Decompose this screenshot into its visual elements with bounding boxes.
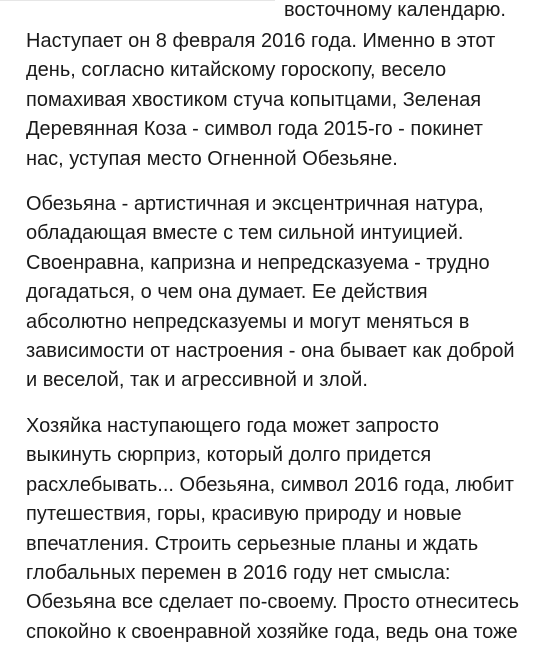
- top-divider: [0, 0, 275, 1]
- paragraph-line: Деревянная Коза - символ года 2015-го - покинет: [26, 118, 483, 141]
- paragraph-line: нас, уступая место Огненной Обезьяне.: [26, 147, 398, 170]
- paragraph-line: обладающая вместе с тем сильной интуицией.: [26, 222, 464, 245]
- paragraph-line: день, согласно китайскому гороскопу, весело: [26, 59, 447, 82]
- previous-paragraph-tail: восточному календарю.: [284, 0, 506, 21]
- paragraph-line: Своенравна, капризна и непредсказуема - трудно: [26, 251, 490, 274]
- paragraph-line: Обезьяна все сделает по-своему. Просто отнеситесь: [26, 591, 520, 614]
- paragraph-3: [26, 412, 556, 647]
- paragraph-line: зависимости от настроения - она бывает как доброй: [26, 340, 515, 363]
- paragraph-line: догадаться, о чем она думает. Ее действия: [26, 281, 428, 304]
- paragraph-line: впечатления. Строить серьезные планы и ждать: [26, 532, 479, 555]
- paragraph-line: Хозяйка наступающего года может запросто: [26, 414, 439, 437]
- paragraph-line: спокойно к своенравной хозяйке года, ведь она тоже: [26, 620, 518, 643]
- paragraph-line: и веселой, так и агрессивной и злой.: [26, 369, 368, 392]
- paragraph-line: расхлебывать... Обезьяна, символ 2016 года, любит: [26, 473, 514, 496]
- paragraph-line: помахивая хвостиком стуча копытцами, Зеленая: [26, 88, 482, 111]
- paragraph-line: Обезьяна - артистичная и эксцентричная натура,: [26, 193, 484, 216]
- paragraph-line: выкинуть сюрприз, который долго придется: [26, 444, 432, 467]
- paragraph-line: Наступает он 8 февраля 2016 года. Именно в этот: [26, 30, 496, 52]
- paragraph-line: абсолютно непредсказуемы и могут меняться в: [26, 310, 470, 333]
- paragraph-1: [26, 27, 556, 174]
- paragraph-line: глобальных перемен в 2016 году нет смысла:: [26, 561, 451, 584]
- paragraph-2: [26, 190, 556, 396]
- paragraph-line: путешествия, горы, красивую природу и новые: [26, 503, 462, 526]
- article-body: [26, 27, 556, 663]
